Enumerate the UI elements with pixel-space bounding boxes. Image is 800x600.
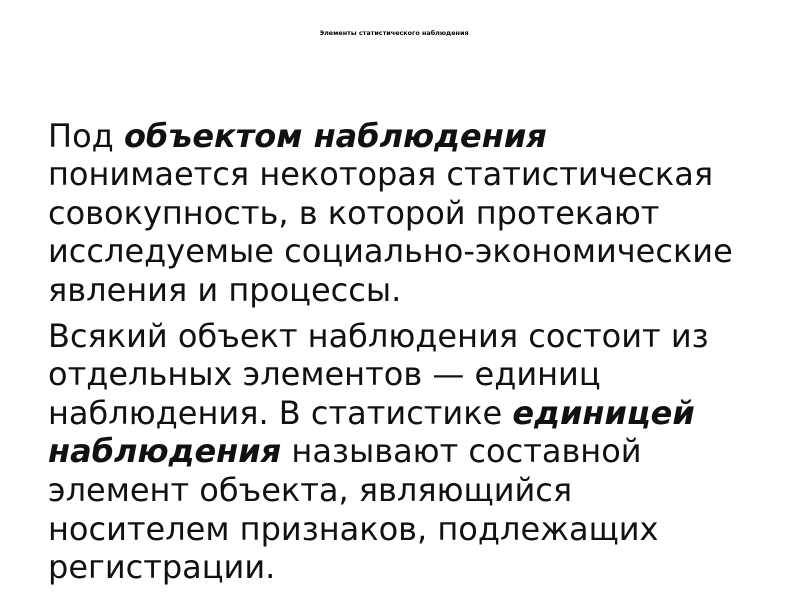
text-line: [48, 355, 788, 394]
text-line: [48, 432, 788, 471]
text-run: отдельных элементов — единиц: [48, 355, 601, 394]
term-emphasis: наблюдения: [48, 432, 282, 471]
slide-body: [48, 117, 788, 587]
text-line: [48, 117, 788, 156]
text-run: явления и процессы.: [48, 270, 402, 309]
text-line: [48, 232, 788, 271]
paragraph-observation-unit: [48, 317, 788, 587]
text-run: совокупность, в которой протекают: [48, 193, 660, 232]
slide-title: Элементы статистического наблюдения: [319, 29, 469, 37]
text-line: [48, 394, 788, 433]
text-line: [48, 548, 788, 587]
text-run: понимается некоторая статистическая: [48, 155, 714, 194]
term-emphasis: объектом наблюдения: [123, 116, 547, 155]
text-run: элемент объекта, являющийся: [48, 470, 573, 509]
text-line: [48, 194, 788, 233]
text-line: [48, 471, 788, 510]
text-run: наблюдения. В статистике: [48, 393, 513, 432]
text-line: [48, 271, 788, 310]
paragraph-observation-object: [48, 117, 788, 310]
text-line: [48, 155, 788, 194]
text-run: Всякий объект наблюдения состоит из: [48, 316, 709, 355]
term-emphasis: единицей: [512, 393, 695, 432]
text-line: [48, 510, 788, 549]
text-line: [48, 317, 788, 356]
text-run: носителем признаков, подлежащих: [48, 509, 659, 548]
text-run: Под: [48, 116, 124, 155]
text-run: называют составной: [281, 432, 642, 471]
text-run: регистрации.: [48, 548, 276, 587]
text-run: исследуемые социально-экономические: [48, 232, 733, 271]
